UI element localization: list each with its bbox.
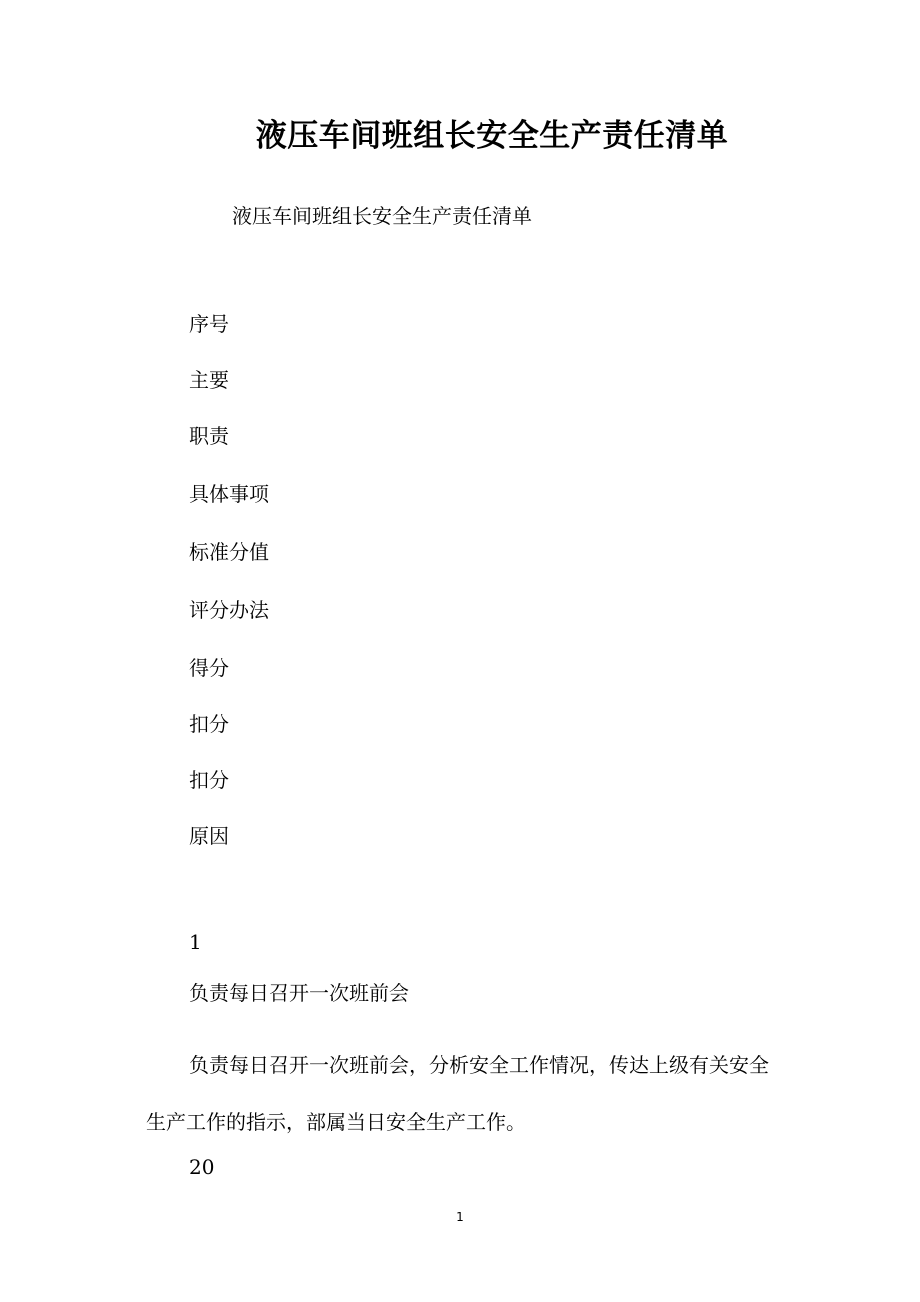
row-detail-paragraph: 负责每日召开一次班前会，分析安全工作情况，传达上级有关安全生产工作的指示，部属当日安全生产工作。 — [146, 1053, 769, 1134]
header-cell-scoring-method: 评分办法 — [189, 598, 269, 622]
header-cell-deduction-2: 扣分 — [189, 768, 229, 792]
header-cell-main: 主要 — [189, 368, 229, 392]
header-cell-duty: 职责 — [189, 424, 229, 448]
header-cell-details: 具体事项 — [189, 482, 269, 506]
row-duty: 负责每日召开一次班前会 — [189, 981, 409, 1005]
header-cell-score: 得分 — [189, 656, 229, 680]
page-number: 1 — [456, 1210, 464, 1224]
header-cell-standard-score: 标准分值 — [189, 540, 269, 564]
header-cell-deduction: 扣分 — [189, 712, 229, 736]
document-subtitle: 液压车间班组长安全生产责任清单 — [232, 204, 532, 228]
document-title: 液压车间班组长安全生产责任清单 — [255, 118, 729, 154]
row-number: 1 — [189, 930, 202, 954]
header-cell-sequence: 序号 — [189, 312, 229, 336]
row-score: 20 — [189, 1155, 215, 1179]
header-cell-reason: 原因 — [189, 824, 229, 848]
